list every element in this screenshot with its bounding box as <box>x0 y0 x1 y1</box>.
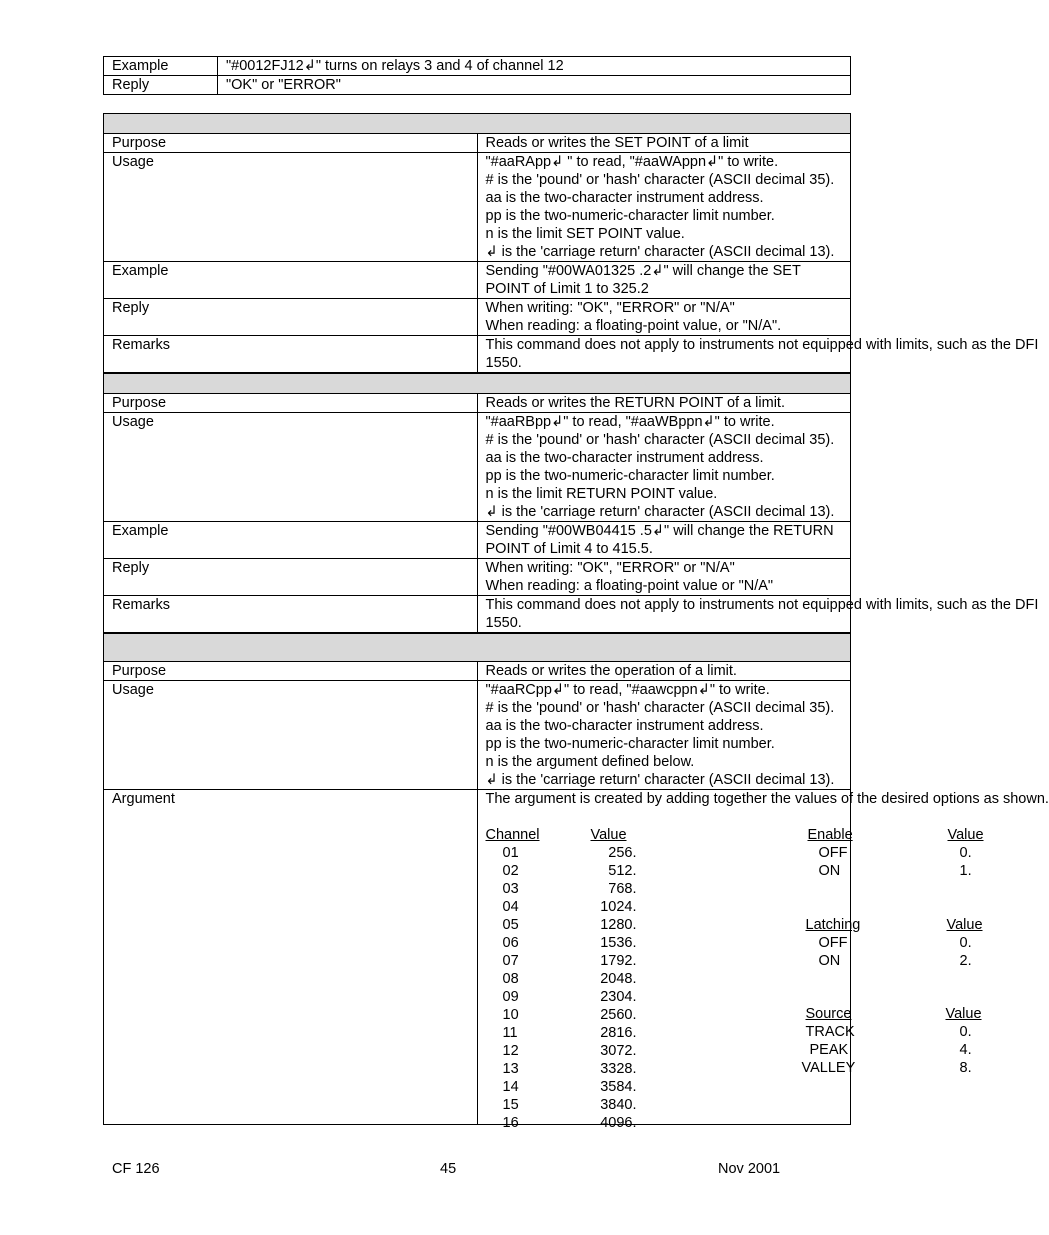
source-value: 0. <box>959 1024 972 1040</box>
latching-option: OFF <box>818 935 848 951</box>
usage-line: "#aaRCpp↲" to read, "#aawcppn↲" to write. <box>485 682 770 698</box>
channel-value: 256. <box>608 845 637 861</box>
source-value: 8. <box>959 1060 972 1076</box>
reply-text <box>477 299 851 336</box>
channel-value: 3584. <box>600 1079 637 1095</box>
usage-line: pp is the two-numeric-character limit number. <box>485 468 775 484</box>
enable-column <box>808 826 878 880</box>
usage-line: pp is the two-numeric-character limit number. <box>485 736 775 752</box>
table-row <box>104 134 851 153</box>
channel-number: 01 <box>502 845 519 861</box>
channel-number: 04 <box>502 899 519 915</box>
channel-value: 1792. <box>600 953 637 969</box>
channel-value: 512. <box>608 863 637 879</box>
example-reply-table <box>103 56 851 95</box>
table-row <box>104 681 851 790</box>
channel-number: 08 <box>502 971 519 987</box>
usage-line: # is the 'pound' or 'hash' character (ASCII decimal 35). <box>485 700 835 716</box>
argument-intro: The argument is created by adding together the values of the desired options as shown. <box>485 791 1049 807</box>
source-option: VALLEY <box>801 1060 856 1076</box>
source-header: Source <box>805 1006 852 1022</box>
channel-number: 14 <box>502 1079 519 1095</box>
remarks-text <box>477 336 1039 373</box>
enable-value-column <box>948 826 998 880</box>
usage-line: aa is the two-character instrument address. <box>485 450 764 466</box>
table-row <box>104 662 851 681</box>
table-row <box>104 76 851 95</box>
table-row <box>104 153 851 262</box>
table-row <box>104 790 851 1125</box>
table-row <box>104 596 851 633</box>
usage-line: pp is the two-numeric-character limit number. <box>485 208 775 224</box>
source-value-column <box>946 1005 996 1077</box>
source-option: TRACK <box>805 1024 855 1040</box>
usage-line: # is the 'pound' or 'hash' character (ASCII decimal 35). <box>485 432 835 448</box>
table-row <box>104 336 851 373</box>
channel-value: 2304. <box>600 989 637 1005</box>
row-text: "OK" or "ERROR" <box>218 76 851 95</box>
channel-value: 1024. <box>600 899 637 915</box>
remarks-text <box>477 596 1039 633</box>
usage-line: aa is the two-character instrument address. <box>485 718 764 734</box>
channel-number: 12 <box>502 1043 519 1059</box>
channel-list <box>486 844 550 1132</box>
purpose-text: Reads or writes the SET POINT of a limit <box>477 134 851 153</box>
example-text: Sending "#00WA01325 .2↲" will change the SET POINT of Limit 1 to 325.2 <box>477 262 851 299</box>
enable-value: 0. <box>959 845 972 861</box>
usage-line: aa is the two-character instrument address. <box>485 190 764 206</box>
usage-line: ↲ is the 'carriage return' character (ASCII decimal 13). <box>485 244 835 260</box>
argument-block <box>485 790 1049 1131</box>
channel-number: 15 <box>502 1097 519 1113</box>
source-option: PEAK <box>809 1042 849 1058</box>
footer-page-number: 45 <box>440 1161 457 1177</box>
remarks-line: This command does not apply to instruments not equipped with limits, such as the DFI <box>485 597 1039 613</box>
example-label: Example <box>104 262 478 299</box>
latching-option: ON <box>818 953 841 969</box>
channel-value: 2816. <box>600 1025 637 1041</box>
channel-value: 1280. <box>600 917 637 933</box>
purpose-label: Purpose <box>104 134 478 153</box>
row-label: Example <box>104 57 218 76</box>
operation-command-table <box>103 633 1049 1131</box>
channel-number: 02 <box>502 863 519 879</box>
usage-text <box>477 681 851 790</box>
section-header <box>104 114 851 134</box>
channel-number: 09 <box>502 989 519 1005</box>
reply-label: Reply <box>104 559 478 596</box>
purpose-text: Reads or writes the RETURN POINT of a limit. <box>477 394 851 413</box>
channel-number: 03 <box>502 881 519 897</box>
purpose-label: Purpose <box>104 662 478 681</box>
usage-label: Usage <box>104 681 478 790</box>
channel-value-list <box>591 844 637 1132</box>
channel-number: 13 <box>502 1061 519 1077</box>
reply-label: Reply <box>104 299 478 336</box>
usage-line: ↲ is the 'carriage return' character (ASCII decimal 13). <box>485 772 835 788</box>
section-header <box>104 374 851 394</box>
argument-text <box>477 790 1049 1131</box>
channel-number: 07 <box>502 953 519 969</box>
table-row <box>104 299 851 336</box>
channel-number: 11 <box>502 1025 518 1041</box>
channel-value: 2560. <box>600 1007 637 1023</box>
table-row <box>104 57 851 76</box>
usage-line: n is the argument defined below. <box>485 754 695 770</box>
channel-value: 3328. <box>600 1061 637 1077</box>
purpose-label: Purpose <box>104 394 478 413</box>
remarks-line: 1550. <box>485 355 522 371</box>
remarks-line: This command does not apply to instruments not equipped with limits, such as the DFI <box>485 337 1039 353</box>
latching-value-header: Value <box>946 917 983 933</box>
table-row <box>104 522 851 559</box>
usage-line: "#aaRApp↲ " to read, "#aaWAppn↲" to write. <box>485 154 779 170</box>
reply-line: When reading: a floating-point value or "N/A" <box>485 578 774 594</box>
channel-value-column <box>591 826 637 1132</box>
channel-value: 2048. <box>600 971 637 987</box>
source-column <box>802 1005 882 1077</box>
channel-number: 06 <box>502 935 519 951</box>
latching-value: 2. <box>959 953 972 969</box>
footer-doc-id: CF 126 <box>112 1161 160 1177</box>
argument-label: Argument <box>104 790 478 1125</box>
channel-number: 05 <box>502 917 519 933</box>
channel-column <box>486 826 550 1132</box>
usage-label: Usage <box>104 153 478 262</box>
channel-value: 3840. <box>600 1097 637 1113</box>
channel-value: 3072. <box>600 1043 637 1059</box>
reply-line: When writing: "OK", "ERROR" or "N/A" <box>485 560 735 576</box>
reply-line: When reading: a floating-point value, or "N/A". <box>485 318 782 334</box>
row-label: Reply <box>104 76 218 95</box>
channel-number: 16 <box>502 1115 519 1131</box>
enable-value: 1. <box>959 863 972 879</box>
remarks-label: Remarks <box>104 596 478 633</box>
section-header <box>104 634 851 662</box>
latching-column <box>806 916 886 970</box>
enable-option: ON <box>818 863 841 879</box>
usage-line: n is the limit RETURN POINT value. <box>485 486 718 502</box>
footer-date: Nov 2001 <box>718 1161 781 1177</box>
latching-value: 0. <box>959 935 972 951</box>
remarks-line: 1550. <box>485 615 522 631</box>
usage-text <box>477 413 851 522</box>
usage-text <box>477 153 851 262</box>
channel-header: Channel <box>485 827 540 843</box>
table-row <box>104 413 851 522</box>
usage-line: ↲ is the 'carriage return' character (ASCII decimal 13). <box>485 504 835 520</box>
latching-header: Latching <box>805 917 861 933</box>
setpoint-command-table <box>103 113 1039 373</box>
usage-line: n is the limit SET POINT value. <box>485 226 685 242</box>
usage-line: "#aaRBpp↲" to read, "#aaWBppn↲" to write. <box>485 414 775 430</box>
returnpoint-command-table <box>103 373 1039 633</box>
row-text: "#0012FJ12↲" turns on relays 3 and 4 of channel 12 <box>218 57 851 76</box>
table-row <box>104 559 851 596</box>
channel-value: 1536. <box>600 935 637 951</box>
reply-text <box>477 559 851 596</box>
enable-header: Enable <box>807 827 853 843</box>
remarks-label: Remarks <box>104 336 478 373</box>
enable-option: OFF <box>818 845 848 861</box>
source-value: 4. <box>959 1042 972 1058</box>
example-label: Example <box>104 522 478 559</box>
usage-label: Usage <box>104 413 478 522</box>
source-value-header: Value <box>945 1006 982 1022</box>
purpose-text: Reads or writes the operation of a limit. <box>477 662 851 681</box>
channel-value: 768. <box>608 881 637 897</box>
table-row <box>104 262 851 299</box>
usage-line: # is the 'pound' or 'hash' character (ASCII decimal 35). <box>485 172 835 188</box>
reply-line: When writing: "OK", "ERROR" or "N/A" <box>485 300 735 316</box>
table-row <box>104 394 851 413</box>
example-text: Sending "#00WB04415 .5↲" will change the RETURN POINT of Limit 4 to 415.5. <box>477 522 851 559</box>
channel-number: 10 <box>502 1007 519 1023</box>
enable-value-header: Value <box>947 827 984 843</box>
latching-value-column <box>947 916 997 970</box>
channel-value: 4096. <box>600 1115 637 1131</box>
channel-value-header: Value <box>590 827 627 843</box>
